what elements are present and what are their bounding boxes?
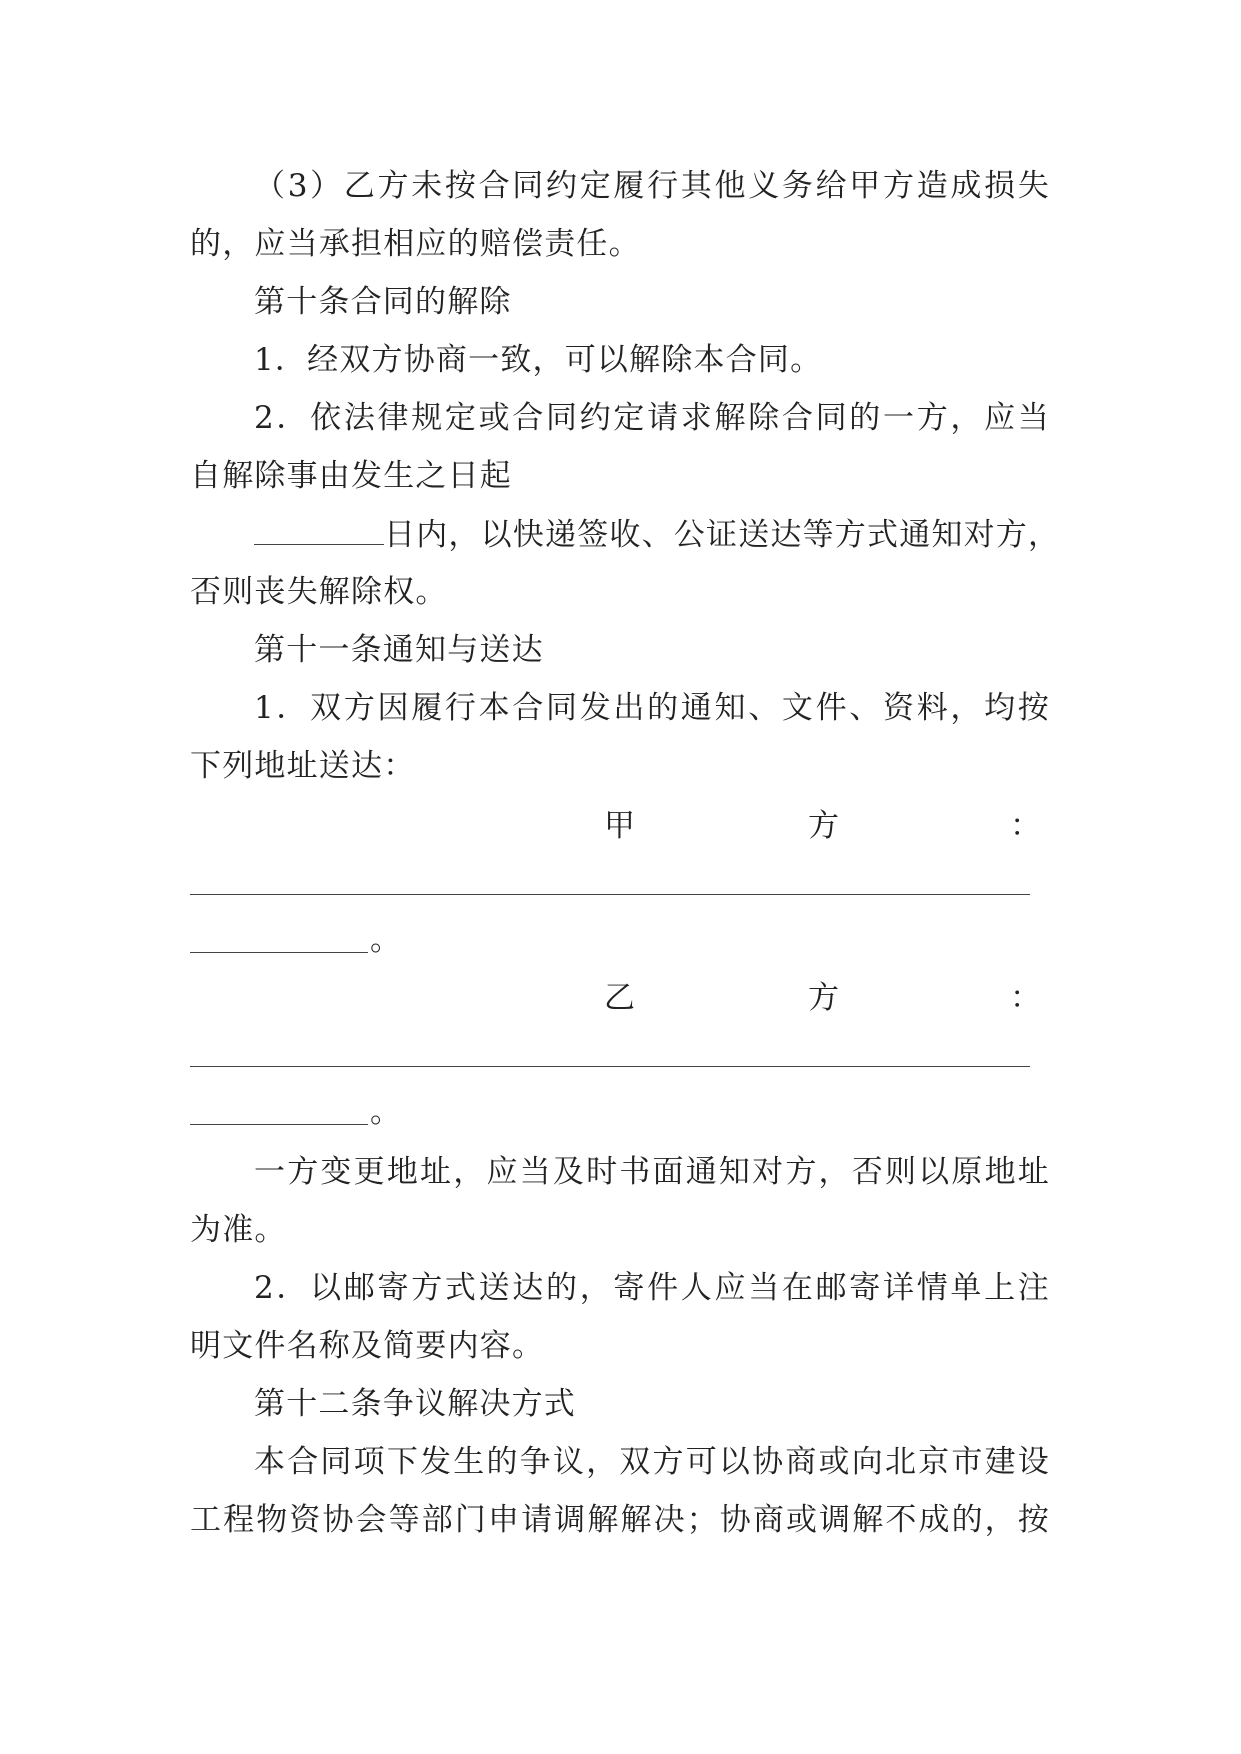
article-11-item-1-line: 1．双方因履行本合同发出的通知、文件、资料，均按 [254, 690, 1050, 726]
article-11-item-2-line: 明文件名称及简要内容。 [190, 1328, 545, 1364]
article-10-item-2-line: 2．依法律规定或合同约定请求解除合同的一方，应当 [254, 400, 1050, 436]
article-10-item-2-line: 否则丧失解除权。 [190, 574, 448, 610]
party-b-address-line-end [190, 1124, 368, 1125]
article-11-item-2-line: 2．以邮寄方式送达的，寄件人应当在邮寄详情单上注 [254, 1270, 1050, 1306]
article-12-title: 第十二条争议解决方式 [254, 1386, 576, 1422]
party-b-address-line [190, 1066, 1030, 1067]
party-a-colon: ： [1010, 808, 1041, 844]
article-11-item-1-line: 下列地址送达： [190, 748, 416, 784]
party-b-label-char: 方 [808, 980, 839, 1016]
address-change-line: 一方变更地址，应当及时书面通知对方，否则以原地址 [254, 1154, 1050, 1190]
article-11-title: 第十一条通知与送达 [254, 632, 544, 668]
party-a-label-char: 甲 [604, 808, 635, 844]
article-10-item-2-line: 自解除事由发生之日起 [190, 458, 512, 494]
address-change-line: 为准。 [190, 1212, 287, 1248]
party-a-address-line-end [190, 952, 368, 953]
days-blank [254, 514, 384, 545]
article-12-line: 本合同项下发生的争议，双方可以协商或向北京市建设 [254, 1444, 1050, 1480]
article-10-title: 第十条合同的解除 [254, 284, 512, 320]
article-10-item-2-line [254, 514, 1061, 554]
article-10-item-1: 1．经双方协商一致，可以解除本合同。 [254, 342, 823, 378]
days-blank-text: 日内，以快递签收、公证送达等方式通知对方， [384, 517, 1061, 553]
party-a-label-char: 方 [808, 808, 839, 844]
article-12-line: 工程物资协会等部门申请调解解决；协商或调解不成的，按 [190, 1502, 1050, 1538]
party-a-period: 。 [370, 922, 401, 958]
party-b-label-char: 乙 [604, 980, 635, 1016]
para-line: （3）乙方未按合同约定履行其他义务给甲方造成损失 [254, 168, 1050, 204]
para-line: 的，应当承担相应的赔偿责任。 [190, 226, 641, 262]
party-a-address-line [190, 894, 1030, 895]
party-b-colon: ： [1010, 980, 1041, 1016]
party-b-period: 。 [370, 1094, 401, 1130]
